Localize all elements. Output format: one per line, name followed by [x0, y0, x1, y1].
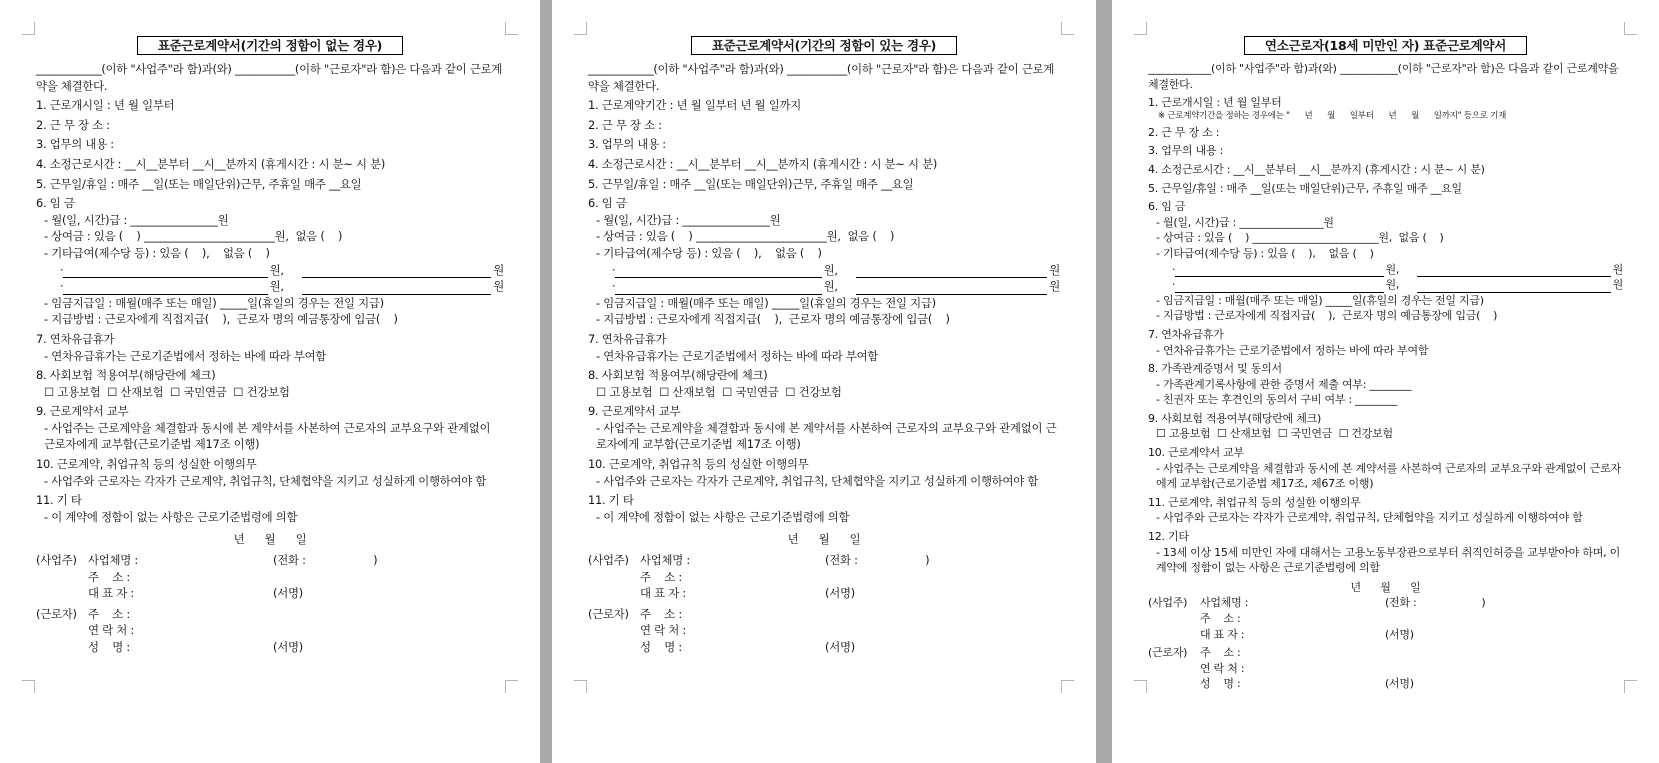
obligation-text: - 사업주와 근로자는 각자가 근로계약, 취업규칙, 단체협약을 지키고 성실하게 이행하여야 함	[1156, 511, 1583, 525]
job-description-line: 3. 업무의 내용 :	[588, 137, 666, 152]
contract-delivery-heading: 9. 근로계약서 교부	[588, 404, 681, 419]
annual-leave-text: - 연차유급휴가는 근로기준법에서 정하는 바에 따라 부여함	[1156, 343, 1429, 357]
misc-text: - 이 계약에 정함이 없는 사항은 근로기준법령에 의함	[44, 509, 298, 524]
workplace-line: 2. 근 무 장 소 :	[588, 117, 662, 132]
crop-mark	[1134, 680, 1147, 693]
allowance-blank-row: · 원, 원	[1172, 262, 1623, 276]
employee-address-row: (근로자) 주 소 :	[1148, 646, 1241, 660]
wage-other: - 기타급여(제수당 등) : 있음 ( ), 없음 ( )	[1156, 246, 1374, 260]
wage-heading: 6. 임 금	[36, 196, 75, 211]
employee-name-row: 성 명 : (서명)	[1200, 677, 1414, 691]
annual-leave-heading: 7. 연차유급휴가	[588, 331, 667, 346]
employer-name-row: (사업주) 사업체명 : (전화 : )	[588, 553, 930, 568]
crop-mark	[22, 22, 35, 35]
document-title: 연소근로자(18세 미만인 자) 표준근로계약서	[1148, 36, 1623, 55]
document-title: 표준근로계약서(기간의 정함이 있는 경우)	[588, 36, 1060, 55]
intro-text: ____________(이하 "사업주"라 함)과(와) ___________(이하 "근로자"라 함)은 다음과 같이 근로계약을 체결한다.	[1148, 62, 1622, 91]
contract-page-indefinite	[0, 0, 540, 763]
pay-method: - 지급방법 : 근로자에게 직접지급( ), 근로자 명의 예금통장에 입금( )	[596, 312, 950, 327]
signing-date: 년 월 일	[787, 532, 861, 547]
pay-day: - 임금지급일 : 매월(매주 또는 매일) _____일(휴일의 경우는 전일 지급)	[596, 295, 936, 310]
pay-method: - 지급방법 : 근로자에게 직접지급( ), 근로자 명의 예금통장에 입금( )	[44, 312, 398, 327]
wage-heading: 6. 임 금	[1148, 200, 1186, 214]
employer-address-row: 주 소 :	[88, 569, 130, 584]
misc-heading: 11. 기 타	[588, 493, 634, 508]
employer-rep-row: 대 표 자 : (서명)	[640, 586, 855, 601]
allowance-blank-row: · 원, 원	[60, 262, 504, 277]
allowance-blank-row: · 원, 원	[612, 262, 1060, 277]
pay-day: - 임금지급일 : 매월(매주 또는 매일) _____일(휴일의 경우는 전일 지급)	[1156, 293, 1484, 307]
wage-bonus: - 상여금 : 있음 ( ) ________________________원, 없음 ( )	[596, 229, 895, 244]
family-certificate-heading: 8. 가족관계증명서 및 동의서	[1148, 362, 1282, 376]
misc-heading: 11. 기 타	[36, 493, 82, 508]
misc-heading: 12. 기타	[1148, 530, 1189, 544]
wage-other: - 기타급여(제수당 등) : 있음 ( ), 없음 ( )	[596, 245, 822, 260]
contract-delivery-heading: 9. 근로계약서 교부	[36, 404, 129, 419]
employee-name-row: 성 명 : (서명)	[640, 640, 855, 654]
workplace-line: 2. 근 무 장 소 :	[36, 117, 110, 132]
social-insurance-checkboxes[interactable]: ☐ 고용보험 ☐ 산재보험 ☐ 국민연금 ☐ 건강보험	[1156, 427, 1393, 441]
employee-address-row: (근로자) 주 소 :	[36, 606, 130, 621]
contract-page-fixed-term	[552, 0, 1096, 763]
intro-text: ____________(이하 "사업주"라 함)과(와) ___________(이하 "근로자"라 함)은 다음과 같이 근로계약을 체결한다.	[36, 62, 503, 93]
obligation-heading: 10. 근로계약, 취업규칙 등의 성실한 이행의무	[36, 457, 257, 472]
contract-delivery-text: - 사업주는 근로계약을 체결함과 동시에 본 계약서를 사본하여 근로자의 교부요구와 관계없이 근로자에게 교부함(근로기준법 제17조 이행)	[44, 420, 494, 452]
annual-leave-heading: 7. 연차유급휴가	[36, 331, 115, 346]
signing-date: 년 월 일	[233, 532, 307, 547]
crop-mark	[1134, 22, 1147, 35]
crop-mark	[1624, 22, 1637, 35]
intro-text: ____________(이하 "사업주"라 함)과(와) ___________(이하 "근로자"라 함)은 다음과 같이 근로계약을 체결한다.	[588, 62, 1055, 93]
workdays-line: 5. 근무일/휴일 : 매주 __일(또는 매일단위)근무, 주휴일 매주 __요일	[1148, 181, 1462, 195]
contract-delivery-text: - 사업주는 근로계약을 체결함과 동시에 본 계약서를 사본하여 근로자의 교부요구와 관계없이 근로자에게 교부함(근로기준법 제17조 이행)	[596, 420, 1057, 452]
crop-mark	[505, 680, 518, 693]
social-insurance-checkboxes[interactable]: ☐ 고용보험 ☐ 산재보험 ☐ 국민연금 ☐ 건강보험	[596, 384, 842, 399]
contract-period-line: 1. 근로계약기간 : 년 월 일부터 년 월 일까지	[588, 98, 801, 113]
crop-mark	[574, 22, 587, 35]
employee-address-row: (근로자) 주 소 :	[588, 606, 682, 621]
working-hours-line: 4. 소정근로시간 : __시__분부터 __시__분까지 (휴게시간 : 시 분~ 시 분)	[588, 156, 938, 171]
document-title: 표준근로계약서(기간의 정함이 없는 경우)	[36, 36, 504, 55]
family-certificate-submission: - 가족관계기록사항에 관한 증명서 제출 여부: ________	[1156, 377, 1412, 391]
employee-contact-row: 연 락 처 :	[640, 623, 686, 638]
employer-address-row: 주 소 :	[1200, 612, 1241, 625]
employer-name-row: (사업주) 사업체명 : (전화 : )	[1148, 596, 1486, 610]
employer-rep-row: 대 표 자 : (서명)	[88, 586, 303, 601]
period-note: ※ 근로계약기간을 정하는 경우에는 " 년 월 일부터 년 월 일까지" 등으로 기재	[1158, 110, 1507, 121]
wage-bonus: - 상여금 : 있음 ( ) ________________________원, 없음 ( )	[44, 229, 343, 244]
annual-leave-text: - 연차유급휴가는 근로기준법에서 정하는 바에 따라 부여함	[44, 348, 327, 363]
obligation-text: - 사업주와 근로자는 각자가 근로계약, 취업규칙, 단체협약을 지키고 성실하게 이행하여야 함	[596, 473, 1039, 488]
crop-mark	[1624, 680, 1637, 693]
wage-bonus: - 상여금 : 있음 ( ) ________________________원, 없음 ( )	[1156, 231, 1444, 245]
social-insurance-heading: 8. 사회보험 적용여부(해당란에 체크)	[588, 368, 768, 383]
wage-heading: 6. 임 금	[588, 196, 627, 211]
contract-delivery-text: - 사업주는 근로계약을 체결함과 동시에 본 계약서를 사본하여 근로자의 교부요구와 관계없이 근로자에게 교부함(근로기준법 제17조, 제67조 이행)	[1156, 461, 1621, 491]
crop-mark	[505, 22, 518, 35]
employee-name-row: 성 명 : (서명)	[88, 640, 303, 654]
allowance-blank-row: · 원, 원	[60, 279, 504, 294]
allowance-blank-row: · 원, 원	[1172, 278, 1623, 292]
social-insurance-checkboxes[interactable]: ☐ 고용보험 ☐ 산재보험 ☐ 국민연금 ☐ 건강보험	[44, 384, 290, 399]
misc-text: - 이 계약에 정함이 없는 사항은 근로기준법령에 의함	[596, 509, 850, 524]
contract-page-minor	[1112, 0, 1659, 763]
crop-mark	[574, 680, 587, 693]
workdays-line: 5. 근무일/휴일 : 매주 __일(또는 매일단위)근무, 주휴일 매주 __요일	[588, 176, 914, 191]
working-hours-line: 4. 소정근로시간 : __시__분부터 __시__분까지 (휴게시간 : 시 분~ 시 분)	[36, 156, 386, 171]
guardian-consent: - 친권자 또는 후견인의 동의서 구비 여부 : ________	[1156, 393, 1398, 407]
wage-monthly: - 월(일, 시간)급 : ________________원	[596, 212, 781, 227]
crop-mark	[1061, 22, 1074, 35]
job-description-line: 3. 업무의 내용 :	[36, 137, 114, 152]
start-date-line: 1. 근로개시일 : 년 월 일부터	[36, 98, 175, 113]
obligation-heading: 10. 근로계약, 취업규칙 등의 성실한 이행의무	[588, 457, 809, 472]
obligation-text: - 사업주와 근로자는 각자가 근로계약, 취업규칙, 단체협약을 지키고 성실하게 이행하여야 함	[44, 473, 487, 488]
start-date-line: 1. 근로개시일 : 년 월 일부터	[1148, 96, 1282, 110]
employee-contact-row: 연 락 처 :	[1200, 661, 1245, 675]
working-hours-line: 4. 소정근로시간 : __시__분부터 __시__분까지 (휴게시간 : 시 분~ 시 분)	[1148, 162, 1485, 176]
employer-name-row: (사업주) 사업체명 : (전화 : )	[36, 553, 378, 568]
annual-leave-text: - 연차유급휴가는 근로기준법에서 정하는 바에 따라 부여함	[596, 348, 879, 363]
crop-mark	[22, 680, 35, 693]
job-description-line: 3. 업무의 내용 :	[1148, 144, 1224, 158]
social-insurance-heading: 8. 사회보험 적용여부(해당란에 체크)	[36, 368, 216, 383]
contract-delivery-heading: 10. 근로계약서 교부	[1148, 446, 1244, 460]
workplace-line: 2. 근 무 장 소 :	[1148, 125, 1220, 139]
obligation-heading: 11. 근로계약, 취업규칙 등의 성실한 이행의무	[1148, 495, 1361, 509]
crop-mark	[1061, 680, 1074, 693]
wage-monthly: - 월(일, 시간)급 : ________________원	[44, 212, 229, 227]
annual-leave-heading: 7. 연차유급휴가	[1148, 327, 1224, 341]
workdays-line: 5. 근무일/휴일 : 매주 __일(또는 매일단위)근무, 주휴일 매주 __요일	[36, 176, 362, 191]
wage-monthly: - 월(일, 시간)급 : ________________원	[1156, 215, 1334, 229]
wage-other: - 기타급여(제수당 등) : 있음 ( ), 없음 ( )	[44, 245, 270, 260]
employee-contact-row: 연 락 처 :	[88, 623, 134, 638]
pay-day: - 임금지급일 : 매월(매주 또는 매일) _____일(휴일의 경우는 전일 지급)	[44, 295, 384, 310]
pay-method: - 지급방법 : 근로자에게 직접지급( ), 근로자 명의 예금통장에 입금( )	[1156, 309, 1498, 323]
signing-date: 년 월 일	[1350, 580, 1421, 594]
social-insurance-heading: 9. 사회보험 적용여부(해당란에 체크)	[1148, 411, 1322, 425]
employer-rep-row: 대 표 자 : (서명)	[1200, 627, 1414, 641]
misc-text: - 13세 이상 15세 미만인 자에 대해서는 고용노동부장관으로부터 취직인허증을 교부받아야 하며, 이 계약에 정함이 없는 사항은 근로기준법령에 의함	[1156, 545, 1624, 575]
employer-address-row: 주 소 :	[640, 569, 682, 584]
allowance-blank-row: · 원, 원	[612, 279, 1060, 294]
